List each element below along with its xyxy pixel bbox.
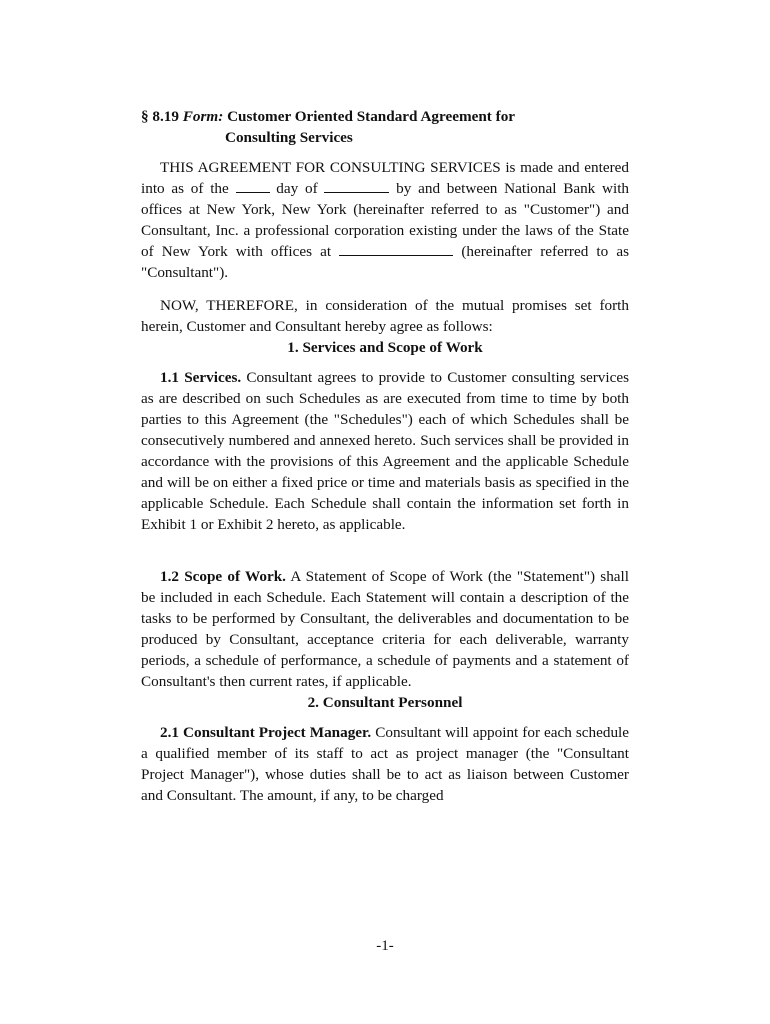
day-blank (236, 178, 270, 193)
intro-text-1: THIS AGREEMENT FOR CONSULTING SERVICES is made and entered into as of the (141, 159, 629, 197)
section1-1-paragraph (141, 367, 629, 535)
heading-title-line2: Consulting Services (225, 129, 353, 146)
section2-1-text: Consultant will appoint for each schedule a qualified member of its staff to act as project manager (the "Consultant Project Manager"), whose duties shall be to act as liaison between Customer and Consultant. The amount, if any, to be charged (141, 724, 630, 804)
document-page (141, 106, 629, 806)
section2-1-paragraph (141, 722, 629, 806)
intro-text-3: by and between National Bank with offices at New York, New York (hereinafter referred to as "Customer") and Consultant, Inc. a professional corporation existing under the laws of the State of New York with offices at (141, 180, 630, 260)
section1-1-text: Consultant agrees to provide to Customer consulting services as are described on such Schedules as are executed from time to time by both parties to this Agreement (the "Schedules") each of which Schedules shall be consecutively numbered and annexed hereto. Such services shall be provided in accordance with the provisions of this Agreement and the applicable Schedule and will be on either a fixed price or time and materials basis as specified in the applicable Schedule. Each Schedule shall contain the information set forth in Exhibit 1 or Exhibit 2 hereto, as applicable. (141, 369, 630, 533)
section1-2-paragraph (141, 566, 629, 692)
section2-1-heading: 2.1 Consultant Project Manager. (160, 724, 372, 741)
section1-2-heading: 1.2 Scope of Work. (160, 568, 286, 585)
intro-text-2: day of (276, 180, 318, 197)
document-heading (141, 106, 629, 148)
page-number: -1- (376, 938, 394, 954)
now-therefore-paragraph: NOW, THEREFORE, in consideration of the mutual promises set forth herein, Customer and Consultant hereby agree as follows: (141, 297, 629, 335)
intro-paragraph (141, 157, 629, 283)
section1-2-text: A Statement of Scope of Work (the "Statement") shall be included in each Schedule. Each Statement will contain a description of the tasks to be performed by Consultant, the deliverables and documentation to be produced by Consultant, acceptance criteria for each deliverable, warranty periods, a schedule of performance, a schedule of payments and a statement of Consultant's then current rates, if applicable. (141, 568, 629, 690)
month-blank (324, 178, 389, 193)
form-label: Form: (182, 108, 224, 125)
address-blank (339, 241, 453, 256)
intro-text-4: (hereinafter referred to as "Consultant"). (141, 243, 630, 281)
section1-1-heading: 1.1 Services. (160, 369, 242, 386)
section-number: § 8.19 (141, 108, 179, 125)
heading-title-line1: Customer Oriented Standard Agreement for (227, 108, 516, 125)
section1-title: 1. Services and Scope of Work (287, 339, 483, 356)
section2-title: 2. Consultant Personnel (307, 694, 463, 711)
